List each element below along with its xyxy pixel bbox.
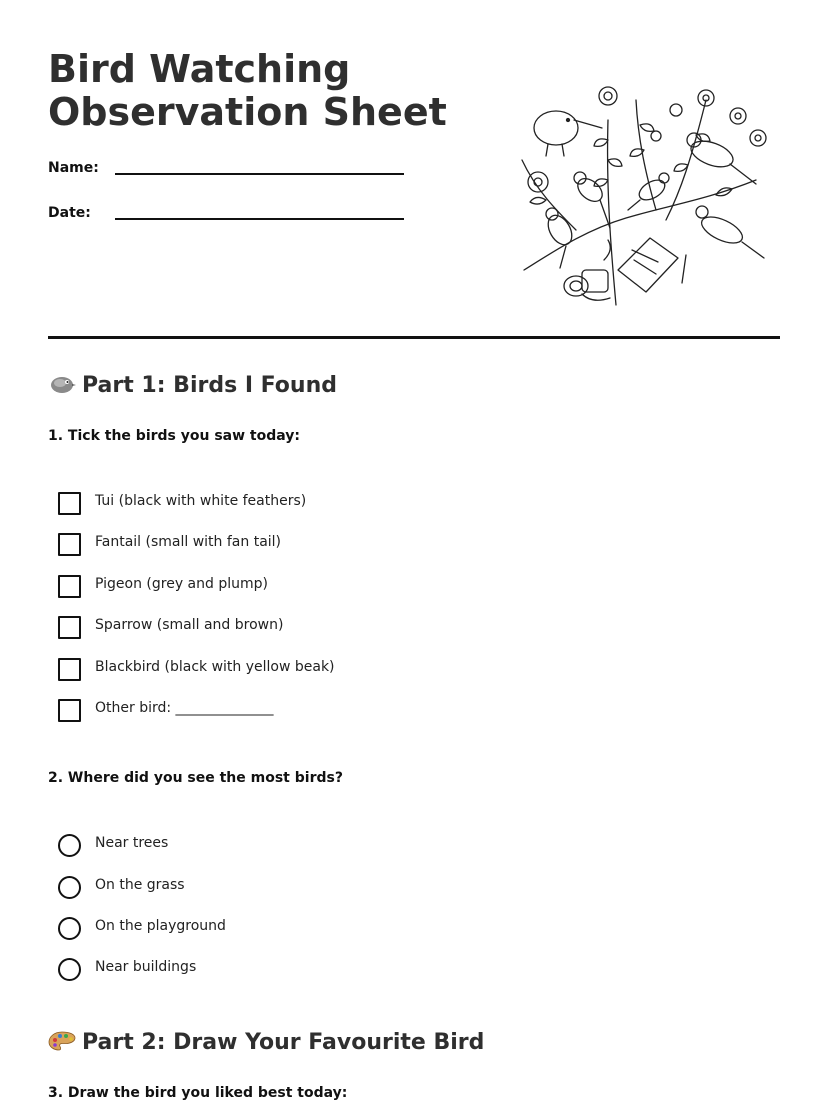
checkbox-label: Sparrow (small and brown) xyxy=(95,617,284,633)
checkbox-label: Tui (black with white feathers) xyxy=(95,493,307,509)
question-1: 1. Tick the birds you saw today: xyxy=(48,428,300,444)
radio-option[interactable] xyxy=(58,834,658,858)
checkbox-label: Other bird: ______________ xyxy=(95,700,274,716)
checkbox[interactable] xyxy=(58,575,81,598)
checkbox-option[interactable] xyxy=(58,658,658,682)
checkbox-option[interactable] xyxy=(58,492,658,516)
bird-icon xyxy=(48,373,76,395)
checkbox[interactable] xyxy=(58,699,81,722)
date-label: Date: xyxy=(48,205,91,221)
date-field[interactable] xyxy=(48,205,408,235)
checkbox-option[interactable] xyxy=(58,616,658,640)
page-title xyxy=(48,48,468,134)
part2-title: Part 2: Draw Your Favourite Bird xyxy=(82,1030,485,1055)
part1-title: Part 1: Birds I Found xyxy=(82,373,337,398)
radio-option[interactable] xyxy=(58,958,658,982)
radio-button[interactable] xyxy=(58,834,81,857)
part1-heading xyxy=(48,373,337,398)
title-line-1: Bird Watching xyxy=(48,47,351,91)
part2-heading xyxy=(48,1030,484,1055)
question-2: 2. Where did you see the most birds? xyxy=(48,770,343,786)
checkbox[interactable] xyxy=(58,658,81,681)
radio-button[interactable] xyxy=(58,917,81,940)
checkbox-label: Fantail (small with fan tail) xyxy=(95,534,282,550)
checkbox[interactable] xyxy=(58,533,81,556)
checkbox-option[interactable] xyxy=(58,699,658,723)
question-3: 3. Draw the bird you liked best today: xyxy=(48,1085,348,1101)
checkbox-label: Pigeon (grey and plump) xyxy=(95,576,268,592)
name-field[interactable] xyxy=(48,160,408,190)
radio-option[interactable] xyxy=(58,917,658,941)
radio-label: Near trees xyxy=(95,835,169,851)
birds-on-branches-illustration xyxy=(516,80,772,308)
radio-label: Near buildings xyxy=(95,959,197,975)
radio-label: On the playground xyxy=(95,918,226,934)
name-line[interactable] xyxy=(115,173,404,175)
palette-icon xyxy=(48,1030,76,1052)
date-line[interactable] xyxy=(115,218,404,220)
radio-label: On the grass xyxy=(95,877,185,893)
checkbox-option[interactable] xyxy=(58,533,658,557)
radio-button[interactable] xyxy=(58,876,81,899)
name-label: Name: xyxy=(48,160,99,176)
radio-button[interactable] xyxy=(58,958,81,981)
header-divider xyxy=(48,336,780,339)
radio-option[interactable] xyxy=(58,876,658,900)
checkbox-option[interactable] xyxy=(58,575,658,599)
checkbox[interactable] xyxy=(58,492,81,515)
checkbox-label: Blackbird (black with yellow beak) xyxy=(95,659,335,675)
title-line-2: Observation Sheet xyxy=(48,90,447,134)
checkbox[interactable] xyxy=(58,616,81,639)
